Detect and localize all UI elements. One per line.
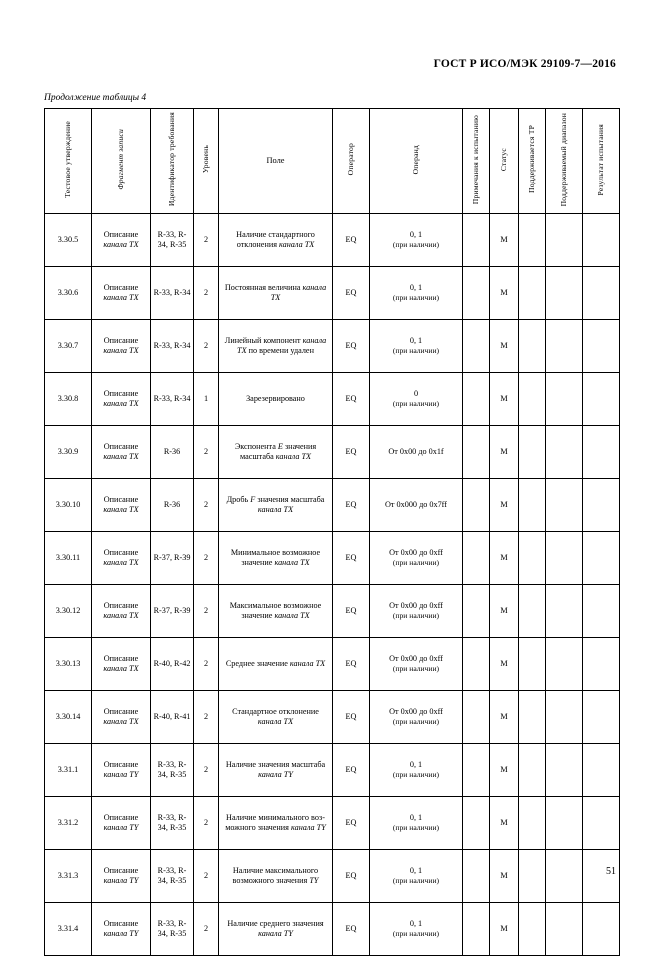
- cell-supported: [519, 850, 546, 903]
- cell-notes: [463, 320, 490, 373]
- cell-supported: [519, 744, 546, 797]
- cell-range: [546, 479, 583, 532]
- cell-range: [546, 320, 583, 373]
- cell-operator: EQ: [333, 214, 370, 267]
- table-header-row: [45, 109, 620, 214]
- cell-result: [583, 373, 620, 426]
- cell-field: Экспонента E значения масштаба канала TX: [219, 426, 333, 479]
- col-header-fragment: Фрагмент записи: [92, 109, 151, 214]
- col-header-ident: Идентификатор требования: [151, 109, 194, 214]
- table-continuation-label: Продолжение таблицы 4: [44, 93, 147, 103]
- cell-supported: [519, 373, 546, 426]
- operand-value: 0, 1: [409, 759, 423, 769]
- cell-test-assertion: 3.30.9: [45, 426, 92, 479]
- cell-result: [583, 320, 620, 373]
- table-row: [45, 214, 620, 267]
- cell-test-assertion: 3.30.8: [45, 373, 92, 426]
- cell-supported: [519, 426, 546, 479]
- cell-supported: [519, 532, 546, 585]
- cell-record-fragment: Описание канала TY: [92, 797, 151, 850]
- cell-test-assertion: 3.30.14: [45, 691, 92, 744]
- cell-notes: [463, 797, 490, 850]
- cell-requirement-id: R-33, R-34: [151, 320, 194, 373]
- table-row: [45, 797, 620, 850]
- cell-range: [546, 797, 583, 850]
- operand-note: (при наличии): [392, 823, 440, 833]
- cell-field: Среднее значение канала TX: [219, 638, 333, 691]
- cell-operand: [370, 214, 463, 267]
- table-row: [45, 903, 620, 956]
- cell-status: М: [490, 373, 519, 426]
- cell-record-fragment: Описание канала TX: [92, 373, 151, 426]
- cell-requirement-id: R-37, R-39: [151, 585, 194, 638]
- cell-notes: [463, 903, 490, 956]
- cell-result: [583, 267, 620, 320]
- cell-result: [583, 585, 620, 638]
- table-row: [45, 744, 620, 797]
- cell-status: М: [490, 850, 519, 903]
- cell-result: [583, 903, 620, 956]
- cell-level: 2: [194, 903, 219, 956]
- cell-operand: [370, 691, 463, 744]
- cell-operand: [370, 797, 463, 850]
- cell-requirement-id: R-33, R-34, R-35: [151, 797, 194, 850]
- cell-operator: EQ: [333, 532, 370, 585]
- cell-record-fragment: Описание канала TX: [92, 638, 151, 691]
- operand-value: 0, 1: [409, 865, 423, 875]
- cell-operator: EQ: [333, 638, 370, 691]
- cell-level: 1: [194, 373, 219, 426]
- cell-record-fragment: Описание канала TX: [92, 479, 151, 532]
- cell-status: М: [490, 479, 519, 532]
- cell-level: 2: [194, 797, 219, 850]
- cell-test-assertion: 3.31.2: [45, 797, 92, 850]
- cell-range: [546, 214, 583, 267]
- col-header-status: Статус: [490, 109, 519, 214]
- cell-record-fragment: Описание канала TY: [92, 850, 151, 903]
- cell-operand: [370, 267, 463, 320]
- cell-operator: EQ: [333, 691, 370, 744]
- cell-status: М: [490, 267, 519, 320]
- cell-notes: [463, 479, 490, 532]
- cell-notes: [463, 744, 490, 797]
- cell-operand: [370, 320, 463, 373]
- cell-notes: [463, 426, 490, 479]
- cell-result: [583, 797, 620, 850]
- operand-value: 0, 1: [409, 229, 423, 239]
- cell-requirement-id: R-33, R-34, R-35: [151, 850, 194, 903]
- cell-field: Наличие минимального возможного значения канала TY: [219, 797, 333, 850]
- operand-note: (при наличии): [392, 664, 440, 674]
- table-row: [45, 373, 620, 426]
- cell-notes: [463, 585, 490, 638]
- cell-status: М: [490, 691, 519, 744]
- col-header-operator: Оператор: [333, 109, 370, 214]
- cell-operator: EQ: [333, 744, 370, 797]
- cell-level: 2: [194, 638, 219, 691]
- cell-level: 2: [194, 850, 219, 903]
- cell-requirement-id: R-33, R-34: [151, 267, 194, 320]
- cell-requirement-id: R-37, R-39: [151, 532, 194, 585]
- cell-record-fragment: Описание канала TX: [92, 426, 151, 479]
- cell-supported: [519, 267, 546, 320]
- cell-requirement-id: R-33, R-34: [151, 373, 194, 426]
- cell-test-assertion: 3.31.1: [45, 744, 92, 797]
- col-header-test: Тестовое утверждение: [45, 109, 92, 214]
- table-row: [45, 532, 620, 585]
- operand-note: (при наличии): [392, 346, 440, 356]
- table-row: [45, 585, 620, 638]
- standard-header: ГОСТ Р ИСО/МЭК 29109-7—2016: [433, 58, 616, 70]
- cell-range: [546, 744, 583, 797]
- cell-operand: [370, 479, 463, 532]
- cell-supported: [519, 903, 546, 956]
- cell-range: [546, 267, 583, 320]
- cell-operand: [370, 426, 463, 479]
- col-header-result: Результат испытания: [583, 109, 620, 214]
- operand-value: 0: [413, 388, 419, 398]
- cell-requirement-id: R-33, R-34, R-35: [151, 214, 194, 267]
- col-header-level: Уровень: [194, 109, 219, 214]
- cell-test-assertion: 3.30.12: [45, 585, 92, 638]
- table-row: [45, 638, 620, 691]
- cell-test-assertion: 3.30.7: [45, 320, 92, 373]
- cell-supported: [519, 585, 546, 638]
- cell-level: 2: [194, 214, 219, 267]
- cell-status: М: [490, 320, 519, 373]
- cell-requirement-id: R-33, R-34, R-35: [151, 903, 194, 956]
- cell-supported: [519, 638, 546, 691]
- operand-note: (при наличии): [392, 611, 440, 621]
- cell-operand: [370, 585, 463, 638]
- operand-value: От 0x00 до 0xff: [389, 600, 443, 610]
- table-row: [45, 691, 620, 744]
- cell-test-assertion: 3.30.13: [45, 638, 92, 691]
- cell-status: М: [490, 532, 519, 585]
- cell-requirement-id: R-33, R-34, R-35: [151, 744, 194, 797]
- operand-note: (при наличии): [392, 929, 440, 939]
- cell-operator: EQ: [333, 426, 370, 479]
- cell-record-fragment: Описание канала TX: [92, 267, 151, 320]
- col-header-supported: Поддерживается ТР: [519, 109, 546, 214]
- cell-test-assertion: 3.30.6: [45, 267, 92, 320]
- col-header-operand: Операнд: [370, 109, 463, 214]
- col-header-field: Поле: [219, 109, 333, 214]
- operand-value: От 0x000 до 0x7ff: [385, 499, 447, 509]
- cell-notes: [463, 373, 490, 426]
- cell-supported: [519, 479, 546, 532]
- cell-level: 2: [194, 320, 219, 373]
- cell-record-fragment: Описание канала TY: [92, 903, 151, 956]
- cell-result: [583, 638, 620, 691]
- operand-note: (при наличии): [392, 293, 440, 303]
- cell-operator: EQ: [333, 903, 370, 956]
- operand-value: От 0x00 до 0xff: [389, 547, 443, 557]
- cell-operand: [370, 903, 463, 956]
- cell-test-assertion: 3.31.3: [45, 850, 92, 903]
- page-number: 51: [606, 866, 616, 877]
- cell-level: 2: [194, 691, 219, 744]
- operand-note: (при наличии): [392, 240, 440, 250]
- cell-result: [583, 479, 620, 532]
- cell-status: М: [490, 638, 519, 691]
- table-row: [45, 320, 620, 373]
- cell-level: 2: [194, 479, 219, 532]
- cell-notes: [463, 214, 490, 267]
- cell-operator: EQ: [333, 585, 370, 638]
- cell-status: М: [490, 585, 519, 638]
- cell-field: Дробь F значения масштаба канала TX: [219, 479, 333, 532]
- operand-value: 0, 1: [409, 335, 423, 345]
- operand-value: От 0x00 до 0x1f: [388, 446, 444, 456]
- cell-result: [583, 426, 620, 479]
- cell-status: М: [490, 214, 519, 267]
- table-row: [45, 850, 620, 903]
- cell-operator: EQ: [333, 797, 370, 850]
- cell-status: М: [490, 426, 519, 479]
- cell-range: [546, 585, 583, 638]
- operand-value: От 0x00 до 0xff: [389, 706, 443, 716]
- cell-notes: [463, 638, 490, 691]
- cell-range: [546, 426, 583, 479]
- table-row: [45, 479, 620, 532]
- cell-operand: [370, 744, 463, 797]
- cell-range: [546, 691, 583, 744]
- cell-range: [546, 903, 583, 956]
- cell-result: [583, 744, 620, 797]
- operand-value: 0, 1: [409, 918, 423, 928]
- operand-note: (при наличии): [392, 717, 440, 727]
- cell-supported: [519, 797, 546, 850]
- operand-note: (при наличии): [392, 558, 440, 568]
- cell-field: Линейный компонент канала TX по времени удален: [219, 320, 333, 373]
- cell-operator: EQ: [333, 320, 370, 373]
- cell-range: [546, 850, 583, 903]
- operand-value: От 0x00 до 0xff: [389, 653, 443, 663]
- cell-field: Минимальное возможное значение канала TX: [219, 532, 333, 585]
- cell-range: [546, 373, 583, 426]
- cell-supported: [519, 320, 546, 373]
- cell-operator: EQ: [333, 479, 370, 532]
- cell-result: [583, 214, 620, 267]
- cell-range: [546, 638, 583, 691]
- col-header-notes: Примечания к испытанию: [463, 109, 490, 214]
- cell-field: Наличие среднего значения канала TY: [219, 903, 333, 956]
- cell-status: М: [490, 744, 519, 797]
- cell-operator: EQ: [333, 373, 370, 426]
- cell-range: [546, 532, 583, 585]
- cell-level: 2: [194, 744, 219, 797]
- cell-record-fragment: Описание канала TX: [92, 585, 151, 638]
- cell-operator: EQ: [333, 267, 370, 320]
- cell-requirement-id: R-36: [151, 479, 194, 532]
- table-row: [45, 426, 620, 479]
- cell-field: Стандартное отклонение канала TX: [219, 691, 333, 744]
- cell-notes: [463, 691, 490, 744]
- cell-field: Наличие максимального возможного значения TY: [219, 850, 333, 903]
- cell-record-fragment: Описание канала TY: [92, 744, 151, 797]
- cell-notes: [463, 532, 490, 585]
- cell-operator: EQ: [333, 850, 370, 903]
- cell-result: [583, 532, 620, 585]
- cell-test-assertion: 3.31.4: [45, 903, 92, 956]
- cell-test-assertion: 3.30.5: [45, 214, 92, 267]
- cell-level: 2: [194, 267, 219, 320]
- cell-requirement-id: R-40, R-41: [151, 691, 194, 744]
- cell-operand: [370, 532, 463, 585]
- cell-status: М: [490, 903, 519, 956]
- cell-result: [583, 691, 620, 744]
- operand-note: (при наличии): [392, 399, 440, 409]
- cell-record-fragment: Описание канала TX: [92, 532, 151, 585]
- cell-requirement-id: R-36: [151, 426, 194, 479]
- cell-supported: [519, 214, 546, 267]
- operand-value: 0, 1: [409, 282, 423, 292]
- cell-supported: [519, 691, 546, 744]
- cell-level: 2: [194, 532, 219, 585]
- cell-test-assertion: 3.30.10: [45, 479, 92, 532]
- cell-record-fragment: Описание канала TX: [92, 691, 151, 744]
- cell-operand: [370, 373, 463, 426]
- requirements-table: [44, 108, 620, 956]
- cell-operand: [370, 850, 463, 903]
- cell-record-fragment: Описание канала TX: [92, 214, 151, 267]
- cell-operand: [370, 638, 463, 691]
- cell-field: Наличие стандартного отклонения канала TX: [219, 214, 333, 267]
- cell-test-assertion: 3.30.11: [45, 532, 92, 585]
- cell-field: Зарезервировано: [219, 373, 333, 426]
- cell-level: 2: [194, 585, 219, 638]
- cell-field: Постоянная величина канала TX: [219, 267, 333, 320]
- col-header-range: Поддерживаемый диапазон: [546, 109, 583, 214]
- operand-value: 0, 1: [409, 812, 423, 822]
- cell-status: М: [490, 797, 519, 850]
- cell-notes: [463, 267, 490, 320]
- cell-level: 2: [194, 426, 219, 479]
- cell-requirement-id: R-40, R-42: [151, 638, 194, 691]
- cell-record-fragment: Описание канала TX: [92, 320, 151, 373]
- operand-note: (при наличии): [392, 770, 440, 780]
- cell-notes: [463, 850, 490, 903]
- cell-field: Максимальное возможное значение канала TX: [219, 585, 333, 638]
- operand-note: (при наличии): [392, 876, 440, 886]
- cell-field: Наличие значения масштаба канала TY: [219, 744, 333, 797]
- table-row: [45, 267, 620, 320]
